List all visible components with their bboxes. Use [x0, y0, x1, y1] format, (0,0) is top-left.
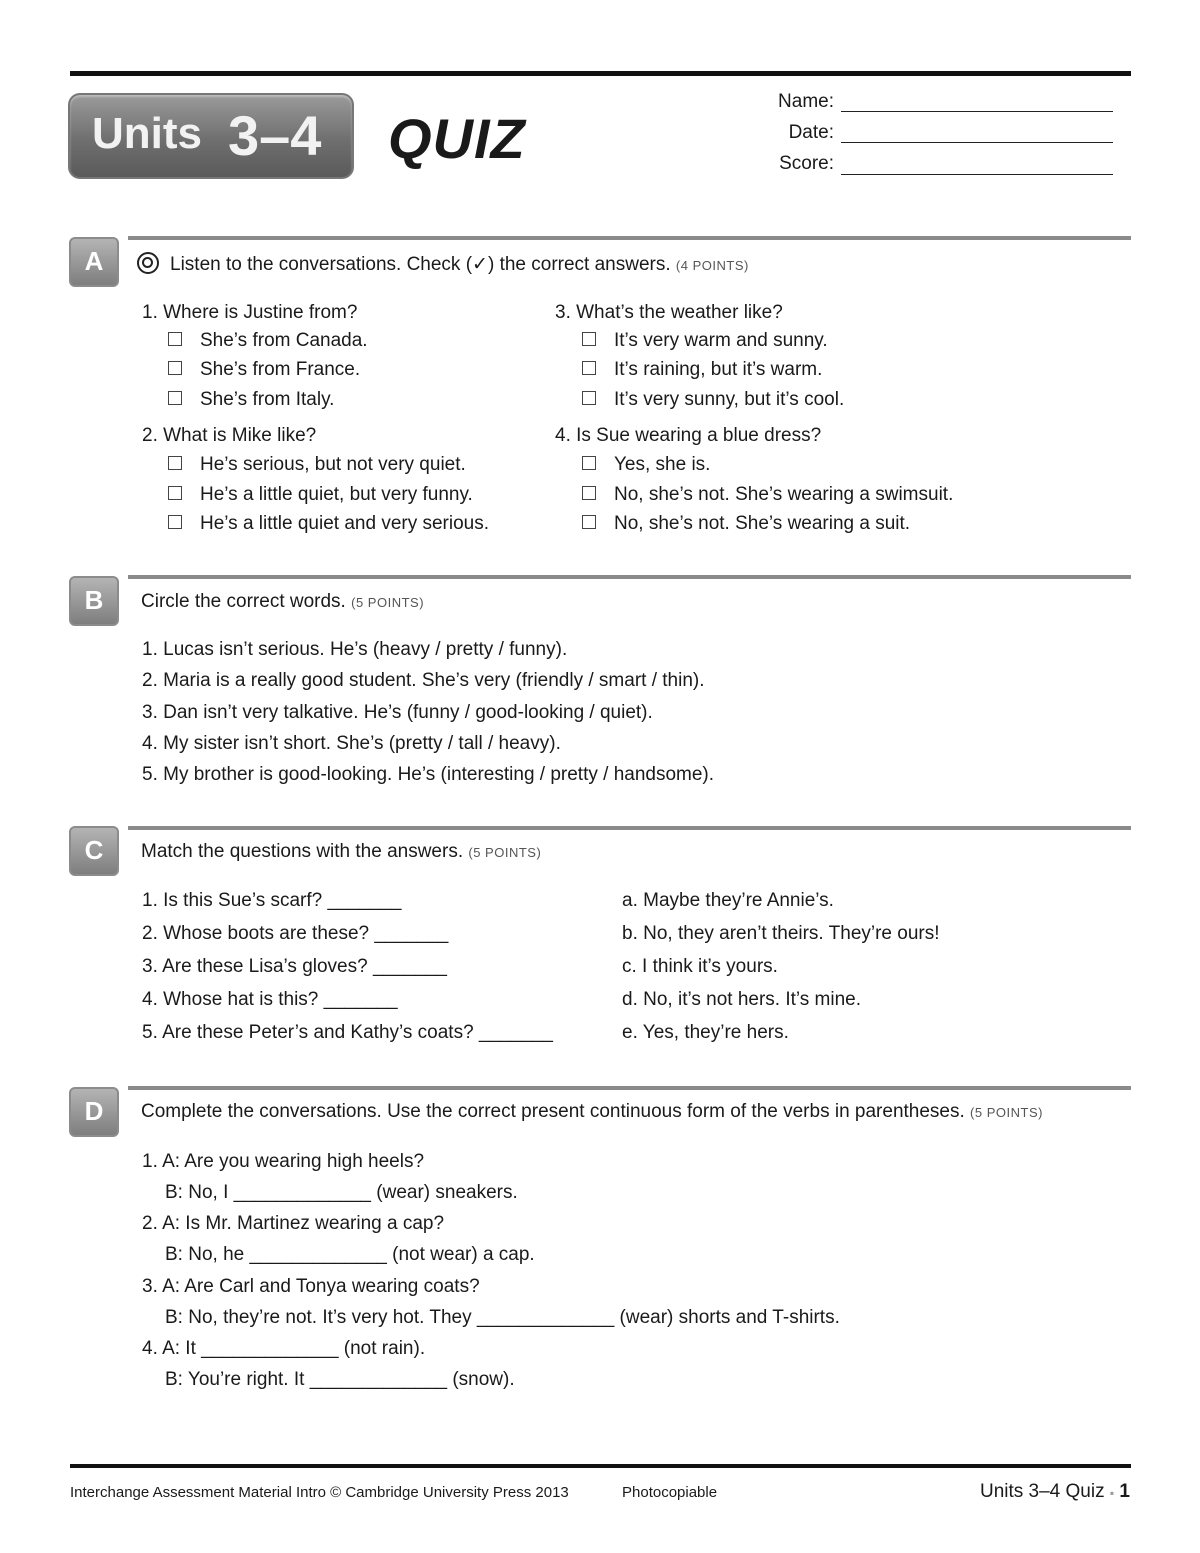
- checkbox[interactable]: [168, 486, 182, 500]
- match-question: 5. Are these Peter’s and Kathy’s coats? _______: [142, 1022, 553, 1043]
- option-text: No, she’s not. She’s wearing a swimsuit.: [614, 484, 954, 505]
- option-text: She’s from Italy.: [200, 389, 335, 410]
- dialog-line: B: No, I _____________ (wear) sneakers.: [165, 1182, 518, 1203]
- checkbox[interactable]: [582, 391, 596, 405]
- option-text: No, she’s not. She’s wearing a suit.: [614, 513, 911, 534]
- option-text: She’s from France.: [200, 359, 361, 380]
- checkbox[interactable]: [168, 391, 182, 405]
- units-numbers: 3–4: [228, 104, 322, 167]
- dialog-line: 4. A: It _____________ (not rain).: [142, 1338, 426, 1359]
- list-item: 1. Lucas isn’t serious. He’s (heavy / pretty / funny).: [142, 639, 568, 660]
- checkbox[interactable]: [582, 456, 596, 470]
- match-question: 2. Whose boots are these? _______: [142, 923, 449, 944]
- match-answer: a. Maybe they’re Annie’s.: [622, 890, 834, 911]
- checkbox[interactable]: [168, 332, 182, 346]
- dialog-line: B: You’re right. It _____________ (snow).: [165, 1369, 515, 1390]
- match-question: 4. Whose hat is this? _______: [142, 989, 398, 1010]
- section-d-badge: D: [69, 1087, 119, 1137]
- score-label: Score:: [779, 153, 834, 174]
- option-text: Yes, she is.: [614, 454, 711, 475]
- copyright-text: Interchange Assessment Material Intro © Cambridge University Press 2013: [70, 1484, 569, 1501]
- option-text: It’s very sunny, but it’s cool.: [614, 389, 845, 410]
- section-a-rule: [128, 236, 1131, 240]
- dialog-line: B: No, they’re not. It’s very hot. They _____________ (wear) shorts and T-shirts.: [165, 1307, 840, 1328]
- match-answer: b. No, they aren’t theirs. They’re ours!: [622, 923, 940, 944]
- list-item: 4. My sister isn’t short. She’s (pretty / tall / heavy).: [142, 733, 561, 754]
- list-item: 5. My brother is good-looking. He’s (interesting / pretty / handsome).: [142, 764, 715, 785]
- page-separator: ▪: [1109, 1486, 1115, 1500]
- list-item: 3. Dan isn’t very talkative. He’s (funny / good-looking / quiet).: [142, 702, 653, 723]
- section-c-instruction: Match the questions with the answers. (5 POINTS): [141, 841, 542, 862]
- checkbox[interactable]: [582, 361, 596, 375]
- option-text: She’s from Canada.: [200, 330, 368, 351]
- section-a-badge: A: [69, 237, 119, 287]
- checkbox[interactable]: [582, 486, 596, 500]
- audio-icon[interactable]: [137, 252, 159, 274]
- section-d-instruction: Complete the conversations. Use the correct present continuous form of the verbs in parentheses. (5 POINTS): [141, 1101, 1043, 1122]
- section-c-rule: [128, 826, 1131, 830]
- option-text: He’s serious, but not very quiet.: [200, 454, 466, 475]
- dialog-line: B: No, he _____________ (not wear) a cap.: [165, 1244, 535, 1265]
- bottom-rule: [70, 1464, 1131, 1468]
- top-rule: [70, 71, 1131, 76]
- match-question: 1. Is this Sue’s scarf? _______: [142, 890, 402, 911]
- section-c-badge: C: [69, 826, 119, 876]
- dialog-line: 3. A: Are Carl and Tonya wearing coats?: [142, 1276, 480, 1297]
- name-label: Name:: [778, 91, 834, 112]
- date-label: Date:: [788, 122, 834, 143]
- match-question: 3. Are these Lisa’s gloves? _______: [142, 956, 447, 977]
- section-a-instruction: Listen to the conversations. Check (✓) the correct answers. (4 POINTS): [170, 254, 749, 275]
- question-a3: 3. What’s the weather like?: [555, 302, 783, 323]
- checkbox[interactable]: [168, 456, 182, 470]
- option-text: He’s a little quiet, but very funny.: [200, 484, 473, 505]
- units-word: Units: [92, 109, 202, 158]
- date-field[interactable]: [841, 142, 1113, 143]
- name-field[interactable]: [841, 111, 1113, 112]
- page-label: [980, 1481, 1130, 1503]
- section-b-instruction: Circle the correct words. (5 POINTS): [141, 591, 425, 612]
- dialog-line: 2. A: Is Mr. Martinez wearing a cap?: [142, 1213, 445, 1234]
- section-b-badge: B: [69, 576, 119, 626]
- match-answer: c. I think it’s yours.: [622, 956, 778, 977]
- checkbox[interactable]: [582, 515, 596, 529]
- question-a4: 4. Is Sue wearing a blue dress?: [555, 425, 822, 446]
- page-number: 1: [1119, 1481, 1130, 1502]
- section-b-rule: [128, 575, 1131, 579]
- photocopiable-text: Photocopiable: [622, 1484, 718, 1501]
- list-item: 2. Maria is a really good student. She’s very (friendly / smart / thin).: [142, 670, 705, 691]
- score-field[interactable]: [841, 174, 1113, 175]
- match-answer: e. Yes, they’re hers.: [622, 1022, 789, 1043]
- question-a2: 2. What is Mike like?: [142, 425, 317, 446]
- dialog-line: 1. A: Are you wearing high heels?: [142, 1151, 425, 1172]
- option-text: It’s very warm and sunny.: [614, 330, 828, 351]
- quiz-title: QUIZ: [388, 107, 526, 170]
- section-d-rule: [128, 1086, 1131, 1090]
- checkbox[interactable]: [582, 332, 596, 346]
- option-text: He’s a little quiet and very serious.: [200, 513, 490, 534]
- checkbox[interactable]: [168, 515, 182, 529]
- question-a1: 1. Where is Justine from?: [142, 302, 358, 323]
- match-answer: d. No, it’s not hers. It’s mine.: [622, 989, 862, 1010]
- option-text: It’s raining, but it’s warm.: [614, 359, 823, 380]
- units-badge: [68, 93, 354, 179]
- page-label-text: Units 3–4 Quiz: [979, 1481, 1105, 1502]
- checkbox[interactable]: [168, 361, 182, 375]
